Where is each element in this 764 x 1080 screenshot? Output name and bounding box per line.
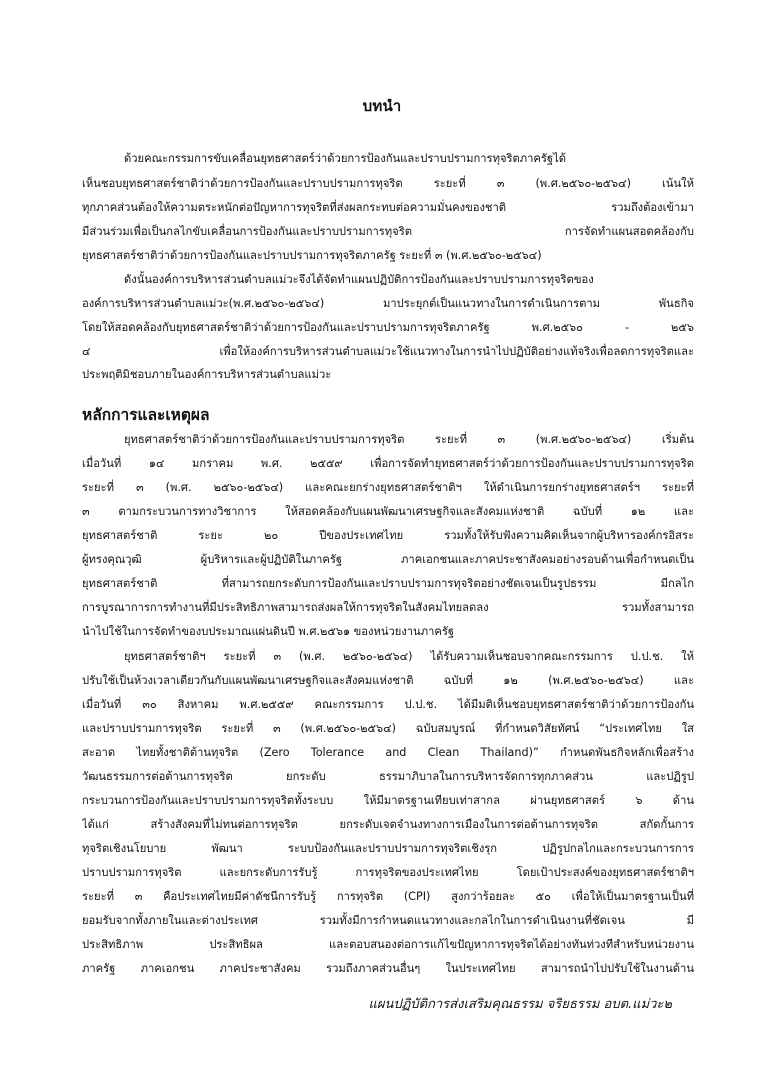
page-footer: แผนปฏิบัติการส่งเสริมคุณธรรม จริยธรรม อบต.แม่วะ๒	[368, 997, 672, 1012]
page-title: บทนำ	[362, 97, 402, 115]
principle-line: สะอาด ไทยทั้งชาติต้านทุจริต (Zero Tolerance and Clean Thailand)” กำหนดพันธกิจหลักเพื่อสร้าง	[82, 746, 694, 759]
principle-line: ระยะที่ ๓ คือประเทศไทยมีค่าดัชนีการรับรู้ การทุจริต (CPI) สูงกว่าร้อยละ ๕๐ เพื่อให้เป็นมาตรฐานเป็นที่	[82, 890, 694, 903]
principle-line: ยุทธศาสตร์ชาติ ที่สามารถยกระดับการป้องกันและปราบปรามการทุจริตอย่างชัดเจนเป็นรูปธรรม มีกลไก	[82, 577, 694, 590]
intro-line: ดังนั้นองค์การบริหารส่วนตำบลแม่วะจึงได้จัดทำแผนปฏิบัติการป้องกันและปราบปรามการทุจริตของ	[124, 273, 594, 286]
principle-line: ระยะที่ ๓ (พ.ศ. ๒๕๖๐-๒๕๖๔) และคณะยกร่างยุทธศาสตร์ชาติฯ ให้ดำเนินการยกร่างยุทธศาสตร์ฯ ระยะที่	[82, 481, 694, 494]
principle-line: ยุทธศาสตร์ชาติ ระยะ ๒๐ ปีของประเทศไทย รวมทั้งให้รับฟังความคิดเห็นจากผู้บริหารองค์กรอิสระ	[82, 529, 694, 542]
intro-line: ทุกภาคส่วนต้องให้ความตระหนักต่อปัญหาการทุจริตที่ส่งผลกระทบต่อความมั่นคงของชาติ รวมถึงต้องเข้ามา	[82, 201, 694, 214]
principle-line: และปราบปรามการทุจริต ระยะที่ ๓ (พ.ศ.๒๕๖๐-๒๕๖๔) ฉบับสมบูรณ์ ที่กำหนดวิสัยทัศน์ “ประเทศไทย ใส	[82, 722, 694, 735]
principle-line: วัฒนธรรมการต่อต้านการทุจริต ยกระดับ ธรรมาภิบาลในการบริหารจัดการทุกภาคส่วน และปฏิรูป	[82, 770, 694, 783]
principle-line: ปราบปรามการทุจริต และยกระดับการรับรู้ การทุจริตของประเทศไทย โดยเป้าประสงค์ของยุทธศาสตร์ชาติฯ	[82, 866, 694, 879]
principle-line: กระบวนการป้องกันและปราบปรามการทุจริตทั้งระบบ ให้มีมาตรฐานเทียบเท่าสากล ผ่านยุทธศาสตร์ ๖ ด้าน	[82, 794, 694, 807]
principle-line: เมื่อวันที่ ๓๐ สิงหาคม พ.ศ.๒๕๕๙ คณะกรรมการ ป.ป.ช. ได้มีมติเห็นชอบยุทธศาสตร์ชาติว่าด้วยการป้องกัน	[82, 698, 694, 711]
principle-line: ปรับใช้เป็นห้วงเวลาเดียวกันกับแผนพัฒนาเศรษฐกิจและสังคมแห่งชาติ ฉบับที่ ๑๒ (พ.ศ.๒๕๖๐-๒๕๖๔) และ	[82, 674, 694, 687]
intro-line: ด้วยคณะกรรมการขับเคลื่อนยุทธศาสตร์ว่าด้วยการป้องกันและปราบปรามการทุจริตภาครัฐได้	[124, 152, 566, 165]
principle-line: ยอมรับจากทั้งภายในและต่างประเทศ รวมทั้งมีการกำหนดแนวทางและกลไกในการดำเนินงานที่ชัดเจน มี	[82, 914, 694, 927]
section-heading: หลักการและเหตุผล	[82, 406, 210, 424]
principle-line: ภาครัฐ ภาคเอกชน ภาคประชาสังคม รวมถึงภาคส่วนอื่นๆ ในประเทศไทย สามารถนำไปปรับใช้ในงานด้าน	[82, 962, 694, 975]
principle-line: นำไปใช้ในการจัดทำของบประมาณแผ่นดินปี พ.ศ.๒๕๖๑ ของหน่วยงานภาครัฐ	[82, 625, 455, 638]
intro-line: มีส่วนร่วมเพื่อเป็นกลไกขับเคลื่อนการป้องกันและปราบปรามการทุจริต การจัดทำแผนสอดคล้องกับ	[82, 225, 694, 238]
intro-line: องค์การบริหารส่วนตำบลแม่วะ(พ.ศ.๒๕๖๐-๒๕๖๔) มาประยุกต์เป็นแนวทางในการดำเนินการตาม พันธกิจ	[82, 297, 694, 310]
intro-line: ๔ เพื่อให้องค์การบริหารส่วนตำบลแม่วะใช้แนวทางในการนำไปปฏิบัติอย่างแท้จริงเพื่อลดการทุจริตและ	[82, 345, 694, 358]
principle-line: ประสิทธิภาพ ประสิทธิผล และตอบสนองต่อการแก้ไขปัญหาการทุจริตได้อย่างทันท่วงทีสำหรับหน่วยงาน	[82, 938, 694, 951]
intro-line: ประพฤติมิชอบภายในองค์การบริหารส่วนตำบลแม่วะ	[82, 368, 332, 381]
principle-line: ผู้ทรงคุณวุฒิ ผู้บริหารและผู้ปฏิบัติในภาครัฐ ภาคเอกชนและภาคประชาสังคมอย่างรอบด้านเพื่อกำหนดเป็น	[82, 553, 694, 566]
principle-line: ยุทธศาสตร์ชาติฯ ระยะที่ ๓ (พ.ศ. ๒๕๖๐-๒๕๖๔) ได้รับความเห็นชอบจากคณะกรรมการ ป.ป.ช. ให้	[124, 650, 694, 663]
intro-line: โดยให้สอดคล้องกับยุทธศาสตร์ชาติว่าด้วยการป้องกันและปราบปรามการทุจริตภาครัฐ พ.ศ.๒๕๖๐ - ๒๕๖	[82, 321, 694, 334]
intro-line: เห็นชอบยุทธศาสตร์ชาติว่าด้วยการป้องกันและปราบปรามการทุจริต ระยะที่ ๓ (พ.ศ.๒๕๖๐-๒๕๖๔) เน้นให้	[82, 177, 694, 190]
principle-line: ทุจริตเชิงนโยบาย พัฒนา ระบบป้องกันและปราบปรามการทุจริตเชิงรุก ปฏิรูปกลไกและกระบวนการการ	[82, 842, 694, 855]
principle-line: การบูรณาการการทำงานที่มีประสิทธิภาพสามารถส่งผลให้การทุจริตในสังคมไทยลดลง รวมทั้งสามารถ	[82, 601, 694, 614]
principle-line: เมื่อวันที่ ๑๔ มกราคม พ.ศ. ๒๕๕๙ เพื่อการจัดทำยุทธศาสตร์ว่าด้วยการป้องกันและปราบปรามการทุจริต	[82, 457, 694, 470]
principle-line: ยุทธศาสตร์ชาติว่าด้วยการป้องกันและปราบปรามการทุจริต ระยะที่ ๓ (พ.ศ.๒๕๖๐-๒๕๖๔) เริ่มต้น	[124, 433, 694, 446]
intro-line: ยุทธศาสตร์ชาติว่าด้วยการป้องกันและปราบปรามการทุจริตภาครัฐ ระยะที่ ๓ (พ.ศ.๒๕๖๐-๒๕๖๔)	[82, 249, 542, 262]
principle-line: ๓ ตามกระบวนการทางวิชาการ ให้สอดคล้องกับแผนพัฒนาเศรษฐกิจและสังคมแห่งชาติ ฉบับที่ ๑๒ และ	[82, 505, 694, 518]
principle-line: ได้แก่ สร้างสังคมที่ไม่ทนต่อการทุจริต ยกระดับเจตจำนงทางการเมืองในการต่อต้านการทุจริต สกัดกั้นการ	[82, 818, 694, 831]
